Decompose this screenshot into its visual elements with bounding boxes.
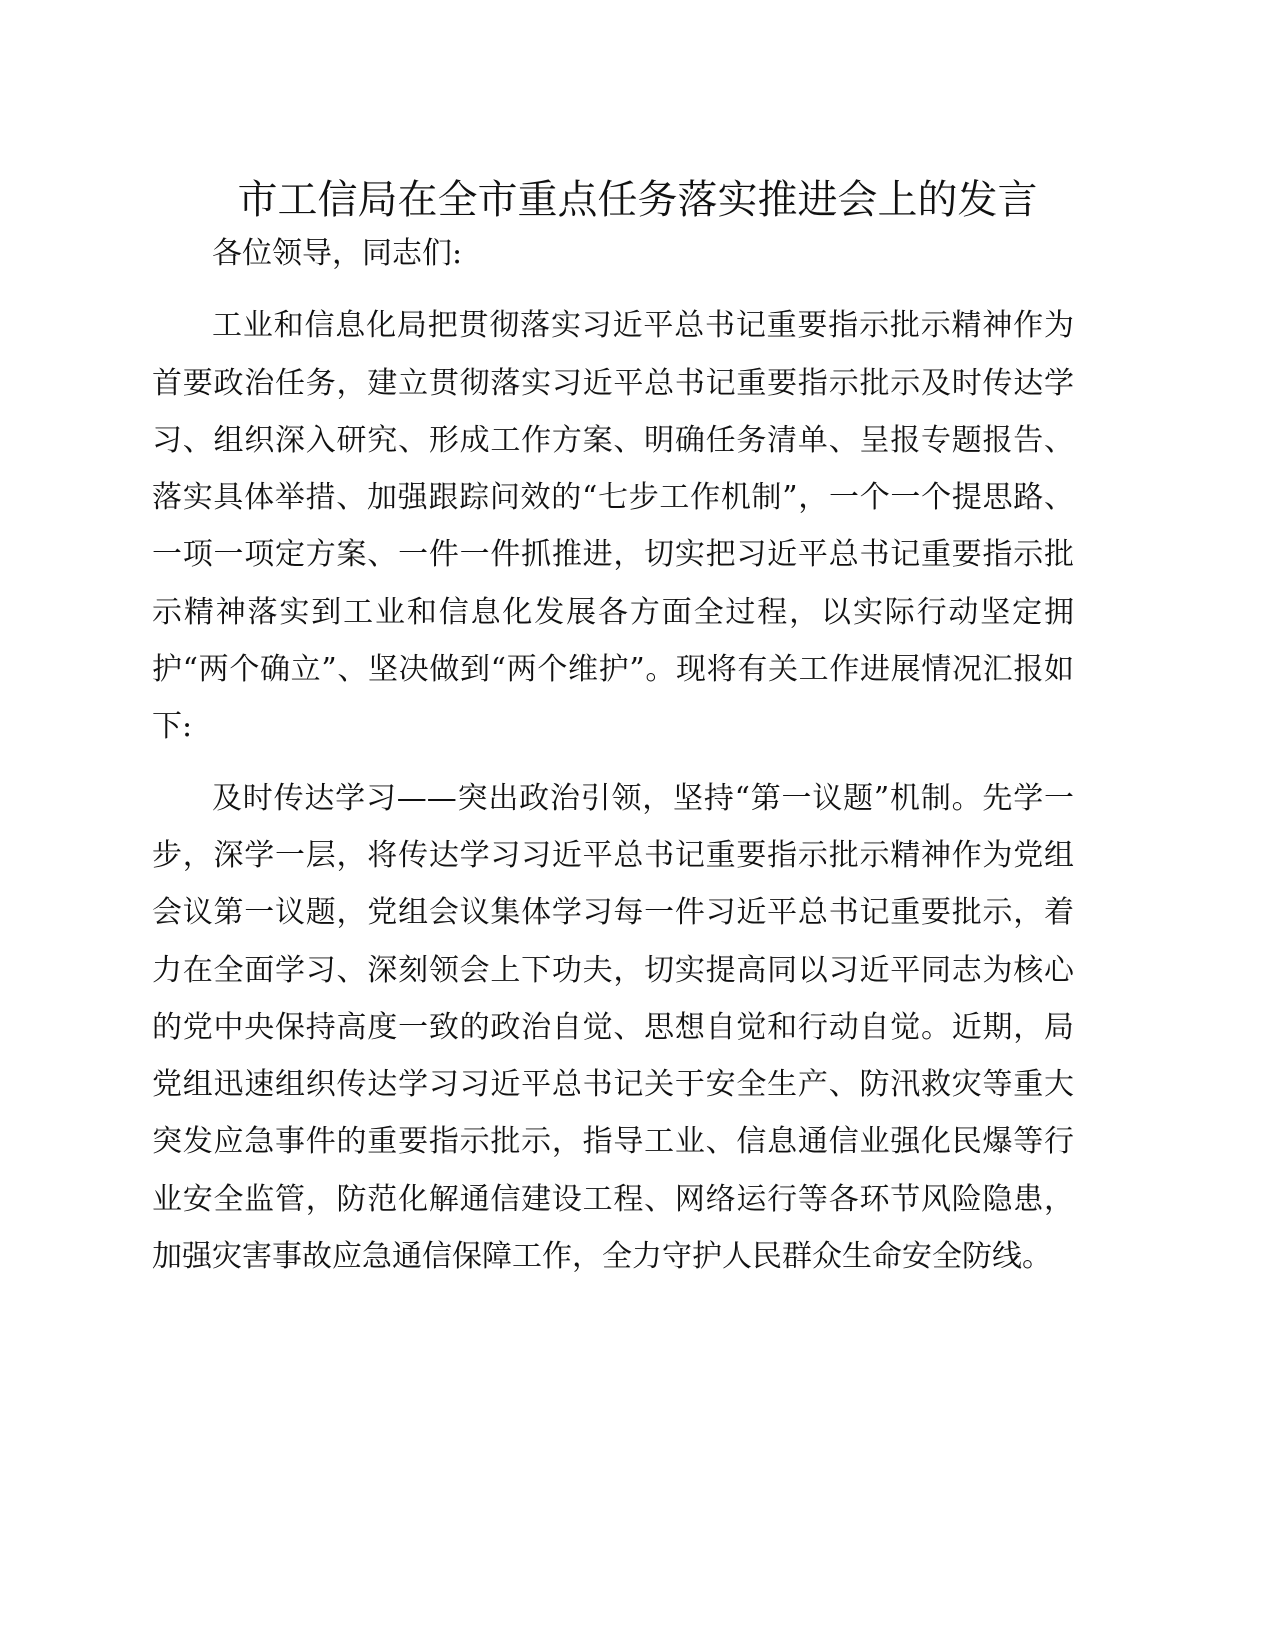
- salutation: 各位领导，同志们:: [212, 236, 463, 271]
- document-title: 市工信局在全市重点任务落实推进会上的发言: [237, 177, 1038, 223]
- document-body: [152, 225, 1074, 1285]
- paragraph-study: 及时传达学习——突出政治引领，坚持“第一议题”机制。先学一步，深学一层，将传达学习习近平总书记重要指示批示精神作为党组会议第一议题，党组会议集体学习每一件习近平总书记重要批示，着力在全面学习、深刻领会上下功夫，切实提高同以习近平同志为核心的党中央保持高度一致的政治自觉、思想自觉和行动自觉。近期，局党组迅速组织传达学习习近平总书记关于安全生产、防汛救灾等重大突发应急事件的重要指示批示，指导工业、信息通信业强化民爆等行业安全监管，防范化解通信建设工程、网络运行等各环节风险隐患，加强灾害事故应急通信保障工作，全力守护人民群众生命安全防线。: [152, 780, 1074, 1275]
- paragraph-intro: 工业和信息化局把贯彻落实习近平总书记重要指示批示精神作为首要政治任务，建立贯彻落实习近平总书记重要指示批示及时传达学习、组织深入研究、形成工作方案、明确任务清单、呈报专题报告、落实具体举措、加强跟踪问效的“七步工作机制”，一个一个提思路、一项一项定方案、一件一件抓推进，切实把习近平总书记重要指示批示精神落实到工业和信息化发展各方面全过程，以实际行动坚定拥护“两个确立”、坚决做到“两个维护”。现将有关工作进展情况汇报如下:: [152, 308, 1074, 745]
